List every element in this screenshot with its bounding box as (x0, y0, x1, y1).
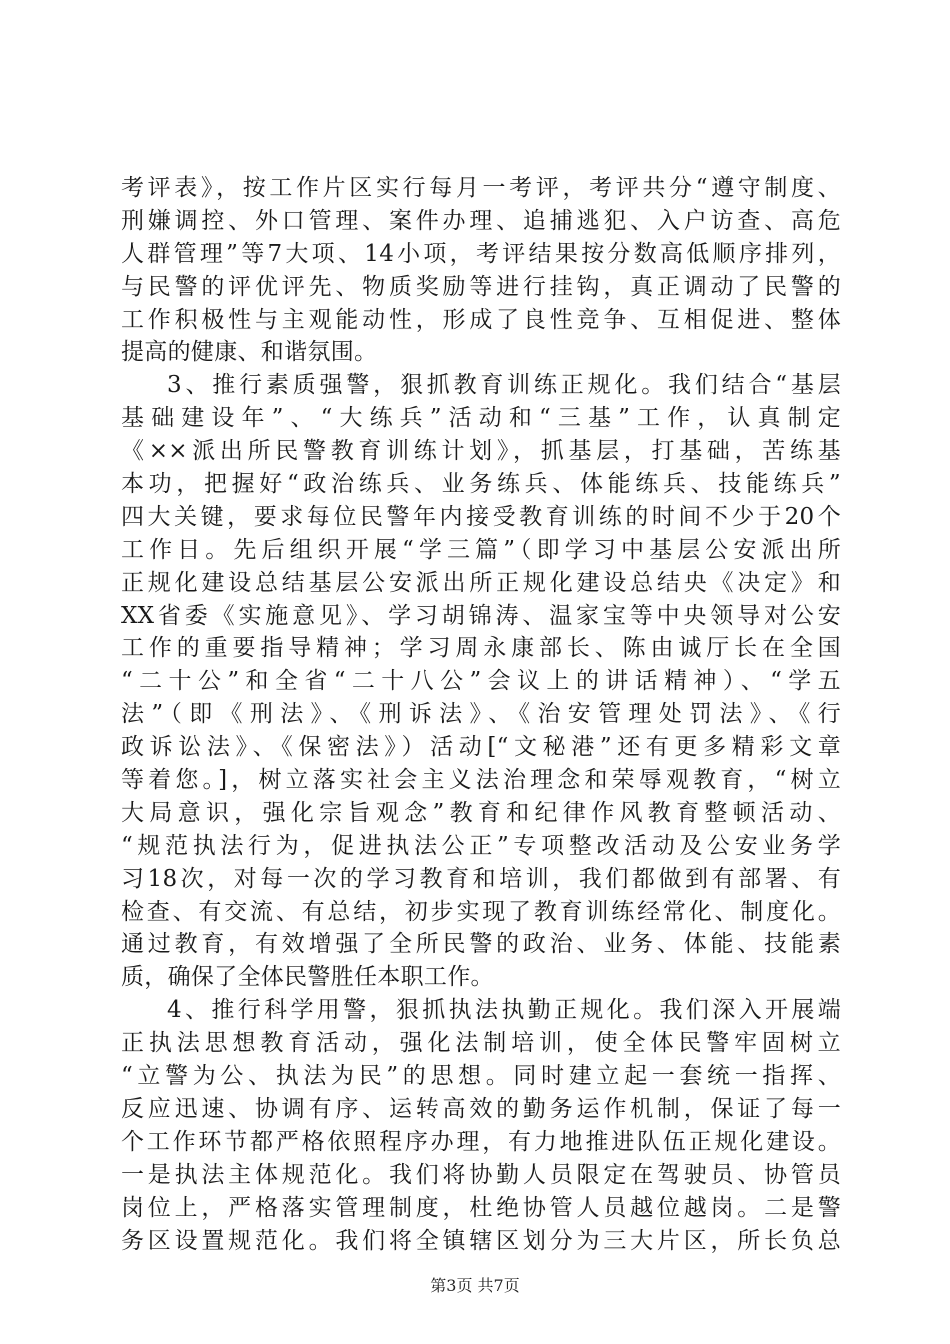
text-line: 反应迅速、协调有序、运转高效的勤务运作机制，保证了每一 (121, 1095, 841, 1122)
text-line: “立警为公、执法为民”的思想。同时建立起一套统一指挥、 (121, 1063, 841, 1090)
text-line: 四大关键，要求每位民警年内接受教育训练的时间不少于20个 (121, 503, 841, 530)
text-line: 通过教育，有效增强了全所民警的政治、业务、体能、技能素 (121, 931, 841, 958)
text-line: 人群管理”等7大项、14小项，考评结果按分数高低顺序排列， (121, 240, 841, 267)
text-line: 习18次，对每一次的学习教育和培训，我们都做到有部署、有 (121, 865, 841, 892)
text-line: 正执法思想教育活动，强化法制培训，使全体民警牢固树立 (121, 1030, 841, 1057)
text-line: 正规化建设总结基层公安派出所正规化建设总结央《决定》和 (121, 569, 841, 596)
text-line: 《××派出所民警教育训练计划》，抓基层，打基础，苦练基 (121, 438, 841, 465)
text-line: 工作积极性与主观能动性，形成了良性竞争、互相促进、整体 (121, 306, 841, 333)
text-line: XX省委《实施意见》、学习胡锦涛、温家宝等中央领导对公安 (121, 602, 841, 629)
text-line: 岗位上，严格落实管理制度，杜绝协管人员越位越岗。二是警 (121, 1194, 841, 1221)
text-line: 考评表》，按工作片区实行每月一考评，考评共分“遵守制度、 (121, 175, 841, 201)
body-text (121, 172, 841, 1257)
text-line: 本功，把握好“政治练兵、业务练兵、体能练兵、技能练兵” (121, 471, 841, 498)
text-line: 大局意识，强化宗旨观念”教育和纪律作风教育整顿活动、 (121, 799, 841, 826)
text-line: 提高的健康、和谐氛围。 (121, 339, 378, 366)
text-line: 质，确保了全体民警胜任本职工作。 (121, 964, 494, 991)
text-line: 等着您。]，树立落实社会主义法治理念和荣辱观教育，“树立 (121, 767, 841, 794)
text-line: “规范执法行为，促进执法公正”专项整改活动及公安业务学 (121, 832, 841, 859)
page-footer: 第3页 共7页 (430, 1276, 520, 1295)
text-line: 务区设置规范化。我们将全镇辖区划分为三大片区，所长负总 (121, 1227, 841, 1254)
text-line: 基础建设年”、“大练兵”活动和“三基”工作，认真制定 (121, 405, 841, 432)
text-line: 4、推行科学用警，狠抓执法执勤正规化。我们深入开展端 (167, 997, 841, 1024)
text-line: 工作日。先后组织开展“学三篇”（即学习中基层公安派出所 (121, 536, 841, 563)
text-line: 检查、有交流、有总结，初步实现了教育训练经常化、制度化。 (121, 898, 841, 925)
text-line: 刑嫌调控、外口管理、案件办理、追捕逃犯、入户访查、高危 (121, 207, 841, 234)
text-line: 一是执法主体规范化。我们将协勤人员限定在驾驶员、协管员 (121, 1161, 841, 1188)
text-line: 政诉讼法》、《保密法》）活动[“文秘港”还有更多精彩文章 (121, 734, 841, 761)
text-line: 法”（即《刑法》、《刑诉法》、《治安管理处罚法》、《行 (121, 701, 841, 728)
text-line: 个工作环节都严格依照程序办理，有力地推进队伍正规化建设。 (121, 1128, 841, 1155)
text-line: 与民警的评优评先、物质奖励等进行挂钩，真正调动了民警的 (121, 273, 841, 300)
text-line: “二十公”和全省“二十八公”会议上的讲话精神）、“学五 (121, 668, 841, 695)
text-line: 工作的重要指导精神；学习周永康部长、陈由诚厅长在全国 (121, 635, 841, 662)
text-line: 3、推行素质强警，狠抓教育训练正规化。我们结合“基层 (167, 372, 841, 399)
